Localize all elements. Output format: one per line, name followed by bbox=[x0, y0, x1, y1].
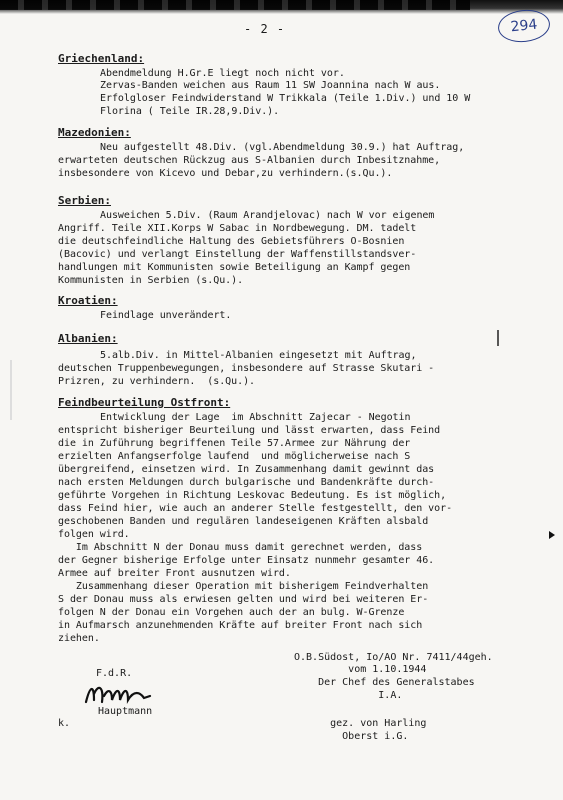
para-ostfront-7: geführte Vorgehen in Richtung Leskovac Bedeutung. Es ist möglich, bbox=[58, 490, 447, 501]
para-serbien-6: Kommunisten in Serbien (s.Qu.). bbox=[58, 275, 244, 286]
para-griechenland-2: Zervas-Banden weichen aus Raum 11 SW Joannina nach W aus. bbox=[100, 80, 441, 91]
scan-top-edge bbox=[0, 0, 563, 14]
k-mark: k. bbox=[58, 718, 71, 729]
para-ostfront-16: folgen N der Donau ein Vorgehen auch der an bulg. W-Grenze bbox=[58, 607, 405, 618]
scan-artifact bbox=[10, 360, 12, 420]
para-albanien-1: 5.alb.Div. in Mittel-Albanien eingesetzt mit Auftrag, bbox=[100, 350, 417, 361]
margin-tick-mark bbox=[496, 330, 500, 346]
rank-hauptmann: Hauptmann bbox=[98, 706, 153, 717]
para-ostfront-15: S der Donau muss als erwiesen gelten und wird bei weiteren Er- bbox=[58, 594, 429, 605]
archive-stamp: 294 bbox=[496, 7, 551, 44]
para-ostfront-13: Armee auf breiter Front ausnutzen wird. bbox=[58, 568, 291, 579]
para-kroatien-1: Feindlage unverändert. bbox=[100, 310, 232, 321]
para-ostfront-9: geschobenen Banden und regulären landeseigenen Kräften alsbald bbox=[58, 516, 429, 527]
sig-line-4: I.A. bbox=[294, 690, 403, 701]
para-serbien-5: handlungen mit Kommunisten sowie Beteiligung an Kampf gegen bbox=[58, 262, 411, 273]
page-number: - 2 - bbox=[244, 22, 286, 36]
sig-line-6: gez. von Harling bbox=[294, 718, 427, 729]
para-ostfront-8: dass Feind hier, wie auch an anderer Stelle festgestellt, den vor- bbox=[58, 503, 453, 514]
para-serbien-1: Ausweichen 5.Div. (Raum Arandjelovac) nach W vor eigenem bbox=[100, 210, 435, 221]
para-albanien-2: deutschen Truppenbewegungen, insbesondere auf Strasse Skutari - bbox=[58, 363, 435, 374]
edge-arrow-mark bbox=[548, 530, 556, 540]
para-ostfront-6: nach ersten Meldungen durch bulgarische und Bandenkräfte durch- bbox=[58, 477, 435, 488]
para-albanien-3: Prizren, zu verhindern. (s.Qu.). bbox=[58, 376, 256, 387]
para-ostfront-12: der Gegner bisherige Erfolge unter Einsatz nunmehr gesamter 46. bbox=[58, 555, 435, 566]
para-ostfront-4: erzielten Anfangserfolge laufend und möglicherweise nach S bbox=[58, 451, 411, 462]
fdr-label: F.d.R. bbox=[96, 668, 133, 679]
para-ostfront-18: ziehen. bbox=[58, 633, 100, 644]
para-griechenland-3: Erfolgloser Feindwiderstand W Trikkala (Teile 1.Div.) und 10 W bbox=[100, 93, 471, 104]
para-ostfront-17: in Aufmarsch anzunehmenden Kräfte auf breiter Front nach sich bbox=[58, 620, 423, 631]
heading-griechenland: Griechenland: bbox=[58, 52, 145, 65]
heading-serbien: Serbien: bbox=[58, 194, 111, 207]
heading-kroatien: Kroatien: bbox=[58, 294, 118, 307]
para-ostfront-11: Im Abschnitt N der Donau muss damit gerechnet werden, dass bbox=[58, 542, 423, 553]
para-serbien-4: (Bacovic) und verlangt Einstellung der Waffenstillstandsver- bbox=[58, 249, 417, 260]
sig-line-7: Oberst i.G. bbox=[294, 731, 409, 742]
para-ostfront-1: Entwicklung der Lage im Abschnitt Zajecar - Negotin bbox=[100, 412, 411, 423]
para-mazedonien-1: Neu aufgestellt 48.Div. (vgl.Abendmeldung 30.9.) hat Auftrag, bbox=[100, 142, 465, 153]
heading-albanien: Albanien: bbox=[58, 332, 118, 345]
sig-line-1: O.B.Südost, Io/AO Nr. 7411/44geh. bbox=[294, 652, 493, 663]
para-ostfront-5: übergreifend, einsetzen wird. In Zusammenhang damit gewinnt das bbox=[58, 464, 435, 475]
para-ostfront-3: die in Zuführung begriffenen Teile 57.Armee zur Nährung der bbox=[58, 438, 411, 449]
para-serbien-2: Angriff. Teile XII.Korps W Sabac in Nordbewegung. DM. tadelt bbox=[58, 223, 417, 234]
para-mazedonien-2: erwarteten deutschen Rückzug aus S-Albanien durch Inbesitznahme, bbox=[58, 155, 441, 166]
para-griechenland-4: Florina ( Teile IR.28,9.Div.). bbox=[100, 106, 280, 117]
sig-line-2: vom 1.10.1944 bbox=[294, 664, 427, 675]
para-ostfront-2: entspricht bisheriger Beurteilung und lässt erwarten, dass Feind bbox=[58, 425, 441, 436]
para-ostfront-10: folgen wird. bbox=[58, 529, 130, 540]
sig-line-3: Der Chef des Generalstabes bbox=[294, 677, 475, 688]
para-griechenland-1: Abendmeldung H.Gr.E liegt noch nicht vor. bbox=[100, 68, 345, 79]
heading-feindbeurteilung: Feindbeurteilung Ostfront: bbox=[58, 396, 231, 409]
para-mazedonien-3: insbesondere von Kicevo und Debar,zu verhindern.(s.Qu.). bbox=[58, 168, 393, 179]
para-ostfront-14: Zusammenhang dieser Operation mit bisherigem Feindverhalten bbox=[58, 581, 429, 592]
handwritten-signature bbox=[82, 680, 154, 708]
para-serbien-3: die deutschfeindliche Haltung des Gebietsführers O-Bosnien bbox=[58, 236, 405, 247]
heading-mazedonien: Mazedonien: bbox=[58, 126, 131, 139]
